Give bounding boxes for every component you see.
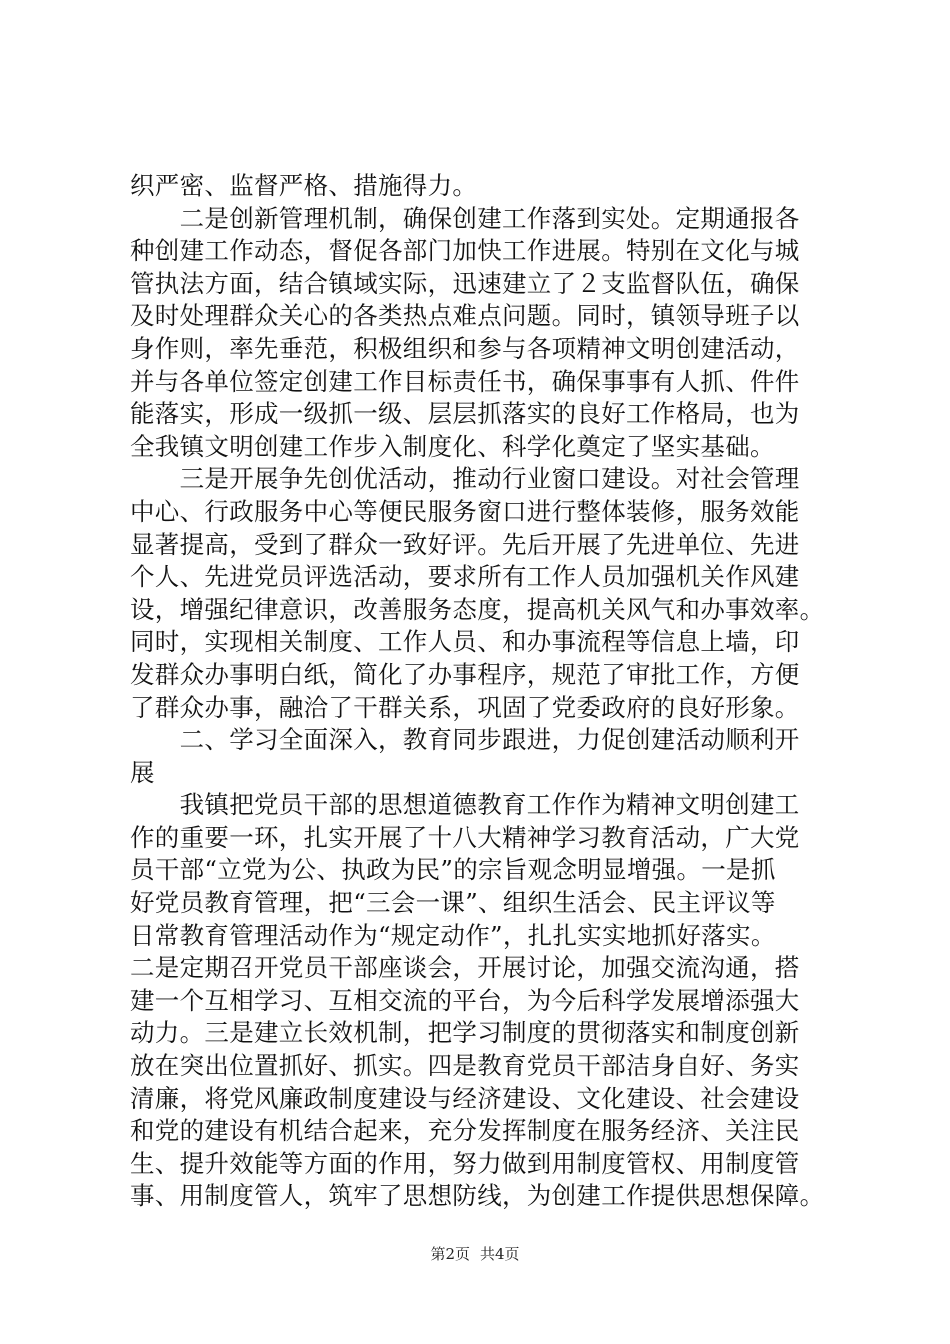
text-line: 发群众办事明白纸，简化了办事程序，规范了审批工作，方便 (130, 659, 800, 689)
text-line: 清廉，将党风廉政制度建设与经济建设、文化建设、社会建设 (130, 1083, 800, 1113)
text-line: 二是定期召开党员干部座谈会，开展讨论，加强交流沟通，搭 (130, 953, 800, 983)
text-line: 能落实，形成一级抓一级、层层抓落实的良好工作格局，也为 (130, 399, 800, 429)
text-line: 放在突出位置抓好、抓实。四是教育党员干部洁身自好、务实 (130, 1051, 800, 1081)
text-line: 员干部“立党为公、执政为民”的宗旨观念明显增强。一是抓 (130, 855, 776, 885)
section-heading: 二、学习全面深入，教育同步跟进，力促创建活动顺利开 (130, 725, 800, 755)
text-line: 动力。三是建立长效机制，把学习制度的贯彻落实和制度创新 (130, 1018, 800, 1048)
text-line: 设，增强纪律意识，改善服务态度，提高机关风气和办事效率。 (130, 594, 825, 624)
text-line: 三是开展争先创优活动，推动行业窗口建设。对社会管理 (130, 464, 800, 494)
document-body (130, 170, 830, 1213)
text-line: 好党员教育管理，把“三会一课”、组织生活会、民主评议等 (130, 888, 776, 918)
page-number: 第2页 (430, 1245, 470, 1263)
text-line: 和党的建设有机结合起来，充分发挥制度在服务经济、关注民 (130, 1116, 800, 1146)
text-line: 同时，实现相关制度、工作人员、和办事流程等信息上墙，印 (130, 627, 800, 657)
text-line: 显著提高，受到了群众一致好评。先后开展了先进单位、先进 (130, 529, 800, 559)
text-line: 建一个互相学习、互相交流的平台，为今后科学发展增添强大 (130, 985, 800, 1015)
text-line: 并与各单位签定创建工作目标责任书，确保事事有人抓、件件 (130, 366, 800, 396)
section-heading: 展 (130, 757, 155, 787)
text-line: 生、提升效能等方面的作用，努力做到用制度管权、用制度管 (130, 1148, 800, 1178)
text-line: 个人、先进党员评选活动，要求所有工作人员加强机关作风建 (130, 562, 800, 592)
text-line: 二是创新管理机制，确保创建工作落到实处。定期通报各 (130, 203, 800, 233)
text-line: 中心、行政服务中心等便民服务窗口进行整体装修，服务效能 (130, 496, 800, 526)
text-line: 日常教育管理活动作为“规定动作”，扎扎实实地抓好落实。 (130, 920, 776, 950)
text-line: 事、用制度管人，筑牢了思想防线，为创建工作提供思想保障。 (130, 1181, 825, 1211)
page-total: 共4页 (480, 1245, 520, 1263)
text-line: 及时处理群众关心的各类热点难点问题。同时，镇领导班子以 (130, 301, 800, 331)
text-line: 作的重要一环，扎实开展了十八大精神学习教育活动，广大党 (130, 822, 800, 852)
text-line: 了群众办事，融洽了干群关系，巩固了党委政府的良好形象。 (130, 692, 800, 722)
text-line: 管执法方面，结合镇域实际，迅速建立了２支监督队伍，确保 (130, 268, 800, 298)
text-line: 织严密、监督严格、措施得力。 (130, 171, 478, 200)
text-line: 全我镇文明创建工作步入制度化、科学化奠定了坚实基础。 (130, 431, 775, 461)
text-line: 种创建工作动态，督促各部门加快工作进展。特别在文化与城 (130, 236, 800, 266)
text-line: 我镇把党员干部的思想道德教育工作作为精神文明创建工 (130, 790, 800, 820)
text-line: 身作则，率先垂范，积极组织和参与各项精神文明创建活动， (130, 333, 800, 363)
page-footer (0, 1243, 950, 1264)
